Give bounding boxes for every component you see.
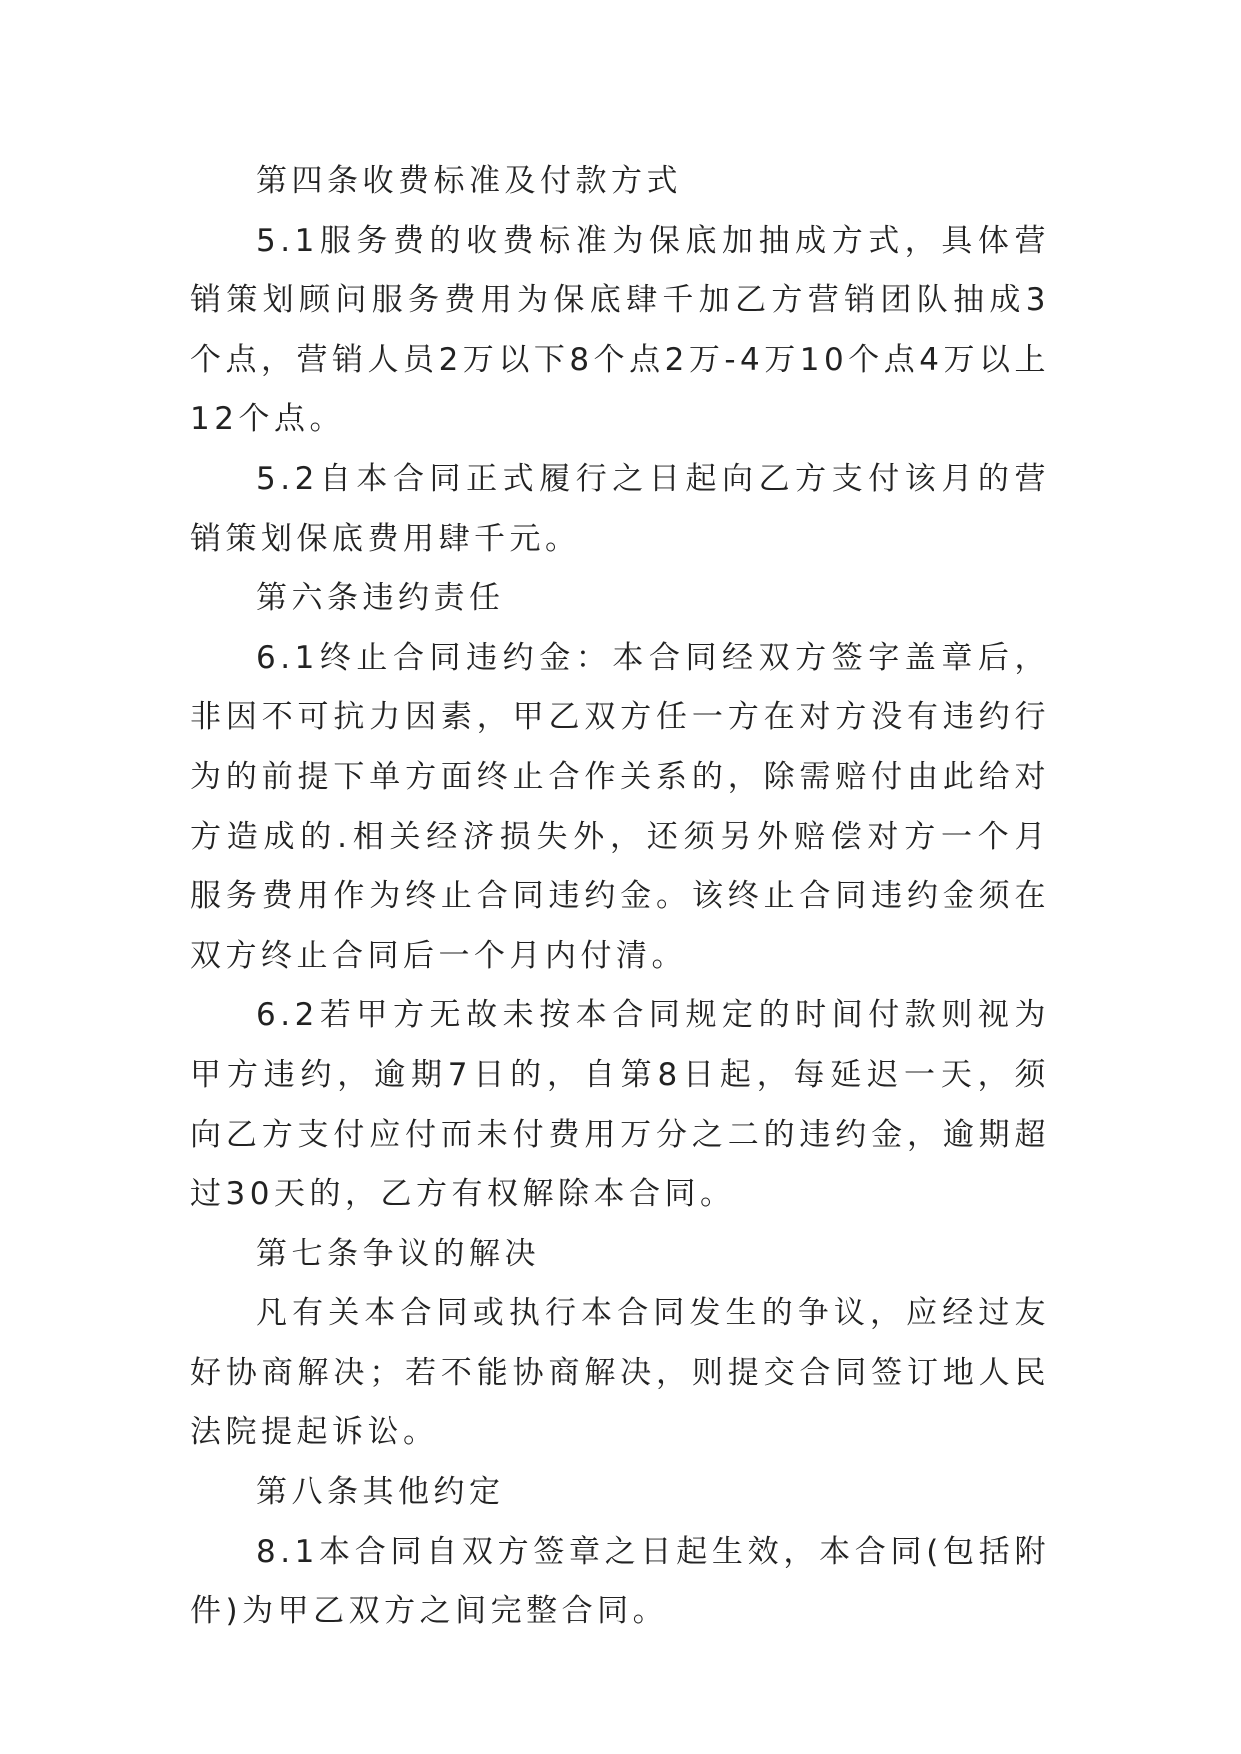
section-heading-4: 第四条收费标准及付款方式 <box>256 163 682 199</box>
clause-6-1: 6.1终止合同违约金：本合同经双方签字盖章后，非因不可抗力因素，甲乙双方任一方在对方没有违约行为的前提下单方面终止合作关系的，除需赔付由此给对方造成的.相关经济损失外，还须另外赔偿对方一个月服务费用作为终止合同违约金。该终止合同违约金须在双方终止合同后一个月内付清。 <box>190 639 1050 974</box>
clause-8-1: 8.1本合同自双方签章之日起生效，本合同(包括附件)为甲乙双方之间完整合同。 <box>190 1533 1050 1630</box>
section-heading-6: 第六条违约责任 <box>256 580 505 617</box>
document-body <box>190 152 1050 1642</box>
clause-5-1: 5.1服务费的收费标准为保底加抽成方式，具体营销策划顾问服务费用为保底肆千加乙方营销团队抽成3个点，营销人员2万以下8个点2万-4万10个点4万以上12个点。 <box>190 222 1050 438</box>
clause-6-2: 6.2若甲方无故未按本合同规定的时间付款则视为甲方违约，逾期7日的，自第8日起，每延迟一天，须向乙方支付应付而未付费用万分之二的违约金，逾期超过30天的，乙方有权解除本合同。 <box>190 997 1050 1213</box>
clause-5-2: 5.2自本合同正式履行之日起向乙方支付该月的营销策划保底费用肆千元。 <box>190 460 1050 557</box>
section-heading-8: 第八条其他约定 <box>256 1474 505 1511</box>
clause-7-body: 凡有关本合同或执行本合同发生的争议，应经过友好协商解决；若不能协商解决，则提交合同签订地人民法院提起诉讼。 <box>190 1295 1050 1451</box>
section-heading-7: 第七条争议的解决 <box>256 1235 540 1272</box>
